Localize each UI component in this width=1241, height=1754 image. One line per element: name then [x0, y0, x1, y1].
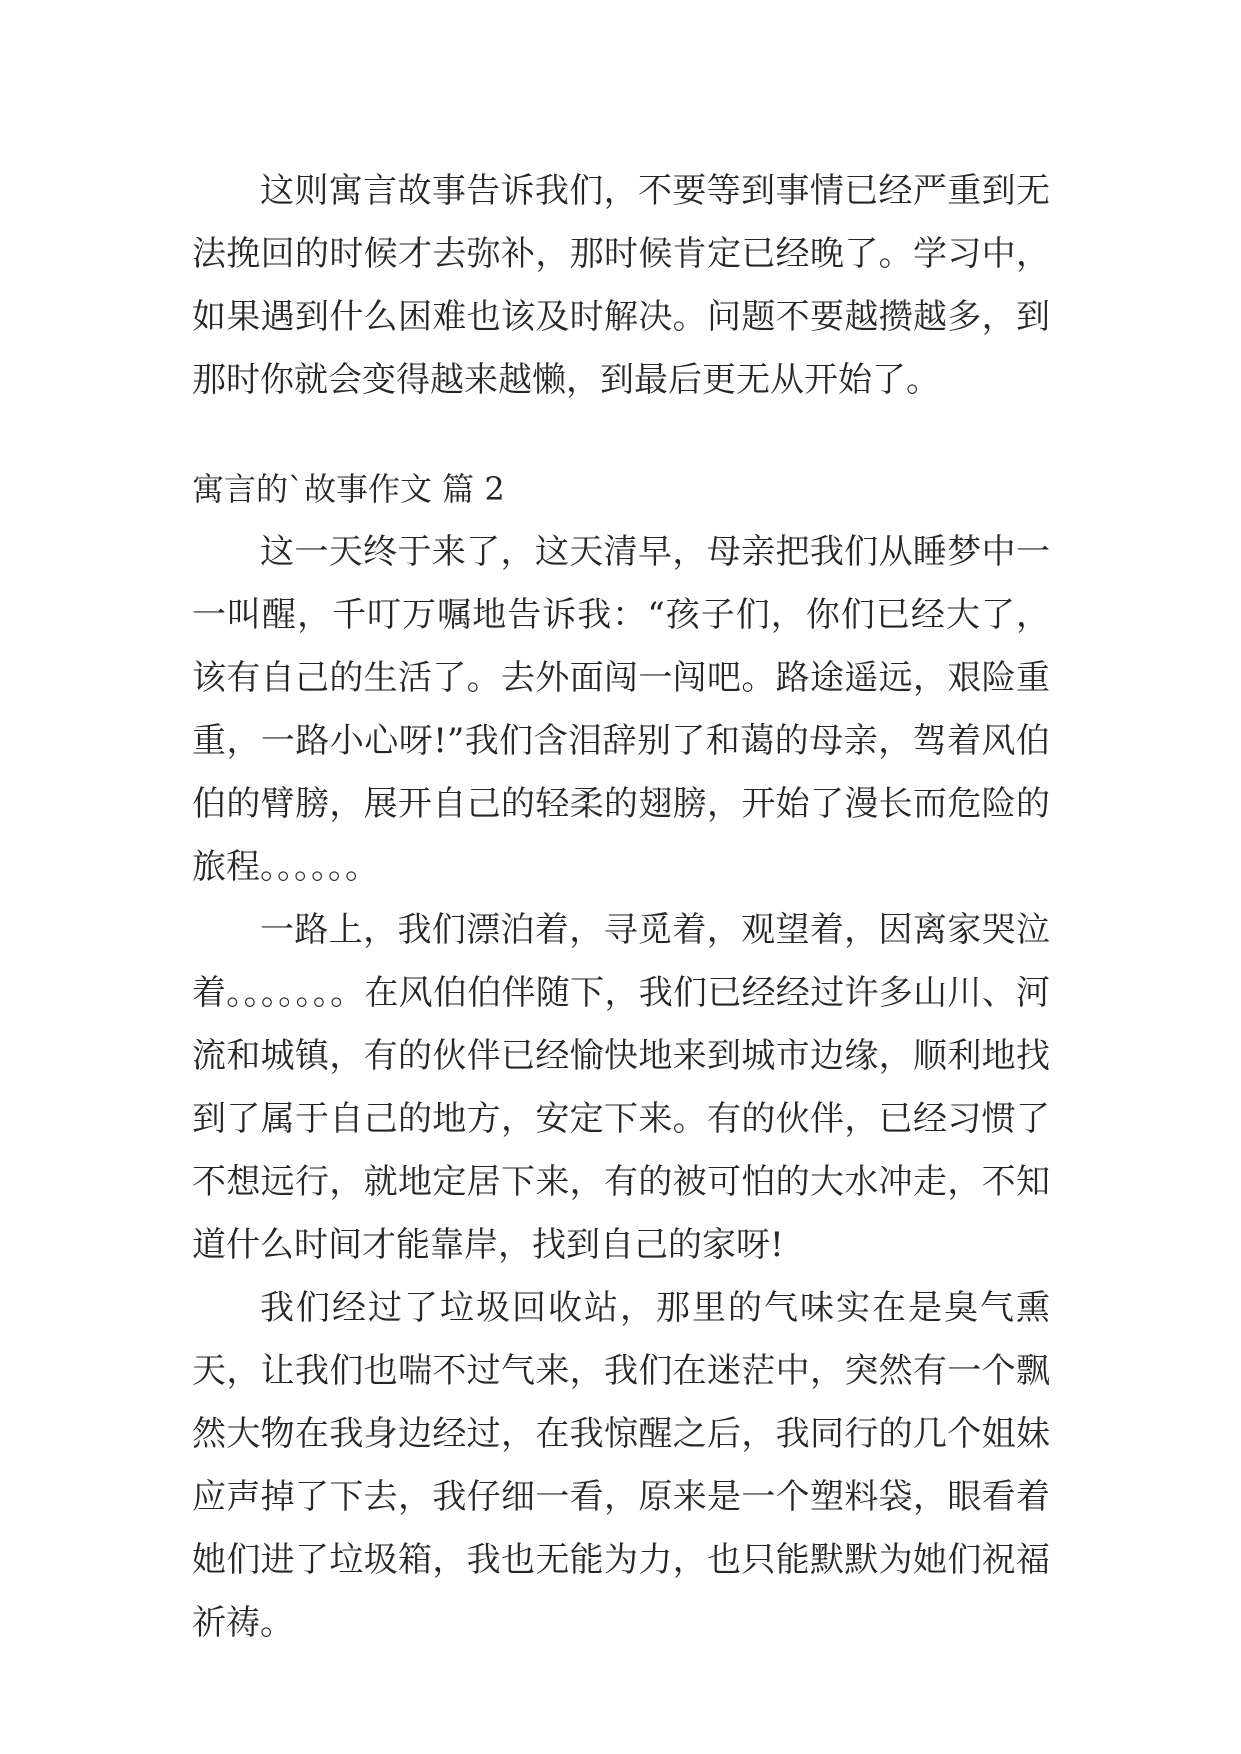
section-heading: 寓言的`故事作文 篇 2	[192, 470, 505, 508]
paragraph-journey: 一路上，我们漂泊着，寻觅着，观望着，因离家哭泣着。。。。。。。在风伯伯伴随下，我们已经经过许多山川、河流和城镇，有的伙伴已经愉快地来到城市边缘，顺利地找到了属于自己的地方，安定下来。有的伙伴，已经习惯了不想远行，就地定居下来，有的被可怕的大水冲走，不知道什么时间才能靠岸，找到自己的家呀!	[192, 910, 1050, 1265]
paragraph-garbage-station: 我们经过了垃圾回收站，那里的气味实在是臭气熏天，让我们也喘不过气来，我们在迷茫中，突然有一个飘然大物在我身边经过，在我惊醒之后，我同行的几个姐妹应声掉了下去，我仔细一看，原来是一个塑料袋，眼看着她们进了垃圾箱，我也无能为力，也只能默默为她们祝福祈祷。	[192, 1288, 1050, 1643]
document-body	[192, 160, 1050, 1655]
paragraph-departure: 这一天终于来了，这天清早，母亲把我们从睡梦中一一叫醒，千叮万嘱地告诉我：“孩子们，你们已经大了，该有自己的生活了。去外面闯一闯吧。路途遥远，艰险重重，一路小心呀!”我们含泪辞别了和蔼的母亲，驾着风伯伯的臂膀，展开自己的轻柔的翅膀，开始了漫长而危险的旅程。。。。。。	[192, 532, 1050, 887]
paragraph-moral: 这则寓言故事告诉我们，不要等到事情已经严重到无法挽回的时候才去弥补，那时候肯定已经晚了。学习中，如果遇到什么困难也该及时解决。问题不要越攒越多，到那时你就会变得越来越懒，到最后更无从开始了。	[192, 171, 1050, 400]
